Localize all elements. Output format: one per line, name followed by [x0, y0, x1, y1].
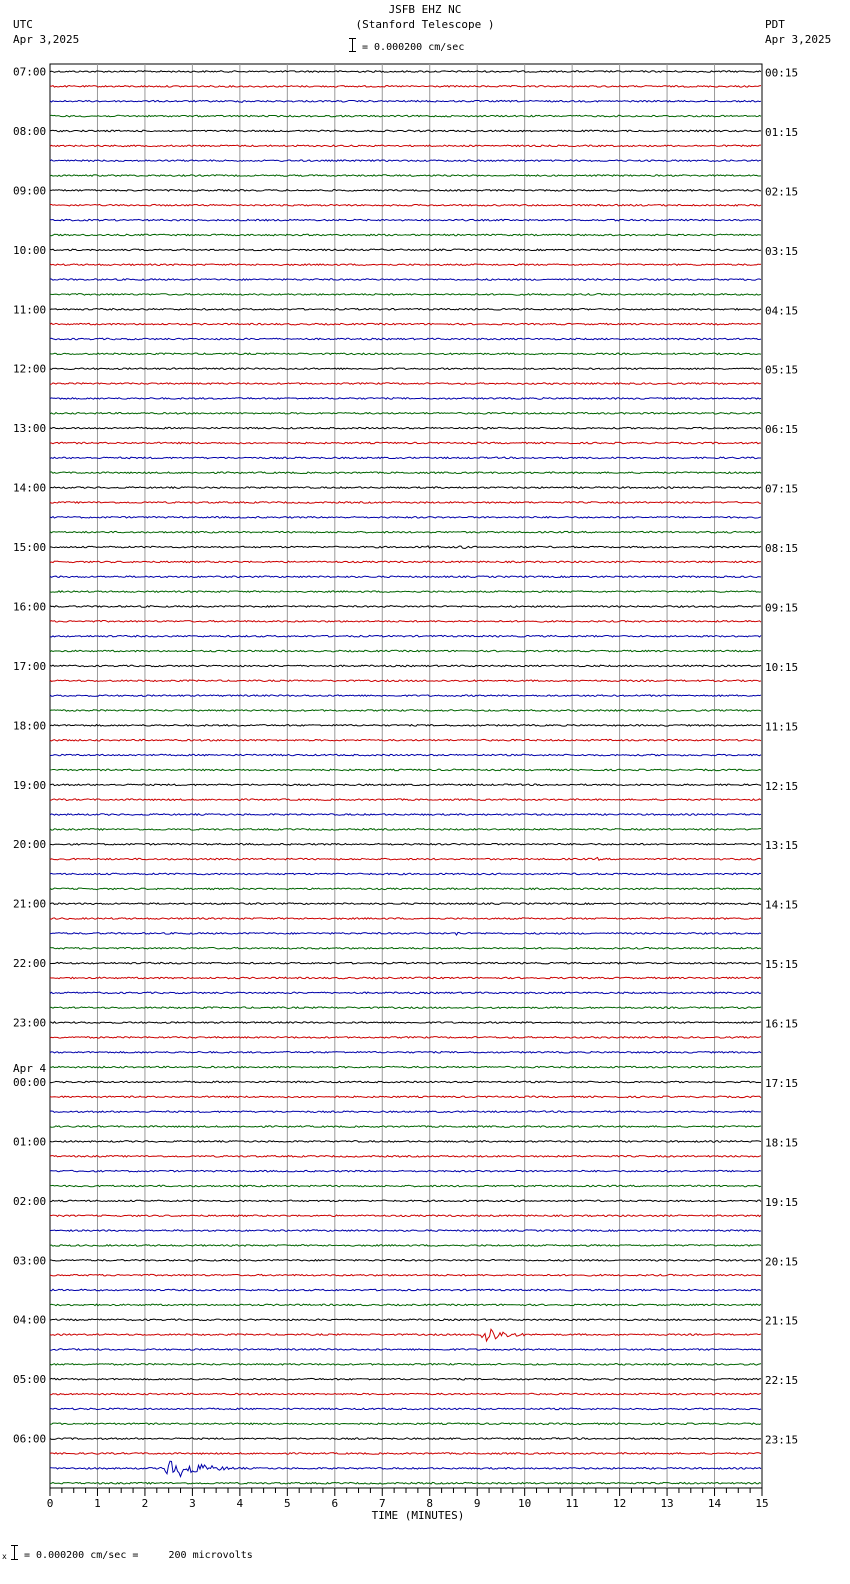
- pdt-hour-label: 14:15: [765, 898, 799, 912]
- utc-hour-label: 10:00: [13, 243, 47, 257]
- left-date: Apr 3,2025: [13, 33, 80, 46]
- pdt-hour-label: 10:15: [765, 660, 799, 674]
- pdt-hour-label: 02:15: [765, 185, 799, 199]
- utc-hour-label: 20:00: [13, 838, 47, 852]
- x-tick-label: 12: [612, 1497, 627, 1510]
- utc-hour-label: 05:00: [13, 1373, 47, 1387]
- pdt-hour-label: 16:15: [765, 1017, 799, 1031]
- utc-hour-label: 16:00: [13, 600, 47, 614]
- utc-hour-label: 09:00: [13, 184, 47, 198]
- pdt-hour-label: 15:15: [765, 958, 799, 972]
- x-tick-label: 6: [331, 1497, 339, 1510]
- x-tick-label: 7: [378, 1497, 386, 1510]
- utc-hour-label: 08:00: [13, 124, 47, 138]
- pdt-hour-label: 17:15: [765, 1076, 799, 1090]
- utc-hour-label: 22:00: [13, 957, 47, 971]
- pdt-hour-label: 20:15: [765, 1255, 799, 1269]
- x-tick-label: 10: [518, 1497, 532, 1510]
- utc-hour-label: 12:00: [13, 362, 47, 376]
- utc-hour-label: 11:00: [13, 303, 47, 317]
- header-scale-text: = 0.000200 cm/sec: [362, 42, 465, 53]
- utc-hour-label: 15:00: [13, 541, 47, 555]
- utc-hour-label: 14:00: [13, 481, 47, 495]
- x-tick-label: 9: [473, 1497, 481, 1510]
- pdt-hour-label: 05:15: [765, 363, 799, 377]
- footer-scale-text: = 0.000200 cm/sec = 200 microvolts: [24, 1550, 253, 1561]
- pdt-hour-label: 11:15: [765, 720, 799, 734]
- pdt-hour-label: 01:15: [765, 125, 799, 139]
- utc-hour-label: 01:00: [13, 1135, 47, 1149]
- utc-hour-label: 23:00: [13, 1016, 47, 1030]
- x-tick-label: 2: [141, 1497, 149, 1510]
- footer-prefix: x: [2, 1552, 7, 1561]
- site-subtitle: (Stanford Telescope ): [355, 18, 495, 31]
- pdt-hour-label: 12:15: [765, 779, 799, 793]
- utc-hour-label: 04:00: [13, 1313, 47, 1327]
- x-tick-label: 1: [94, 1497, 101, 1510]
- x-tick-label: 5: [284, 1497, 291, 1510]
- x-tick-label: 3: [189, 1497, 196, 1510]
- x-axis-label: TIME (MINUTES): [371, 1509, 465, 1522]
- pdt-hour-label: 08:15: [765, 542, 799, 556]
- pdt-hour-label: 04:15: [765, 304, 799, 318]
- x-tick-label: 0: [46, 1497, 54, 1510]
- pdt-hour-label: 18:15: [765, 1136, 799, 1150]
- utc-hour-label: 07:00: [13, 65, 47, 79]
- pdt-hour-label: 23:15: [765, 1433, 799, 1447]
- left-timezone: UTC: [13, 18, 33, 31]
- plot-frame: [50, 64, 762, 1488]
- utc-hour-label: 13:00: [13, 422, 47, 436]
- date-change-label: Apr 4: [13, 1061, 47, 1075]
- pdt-hour-label: 03:15: [765, 244, 799, 258]
- utc-hour-label: 02:00: [13, 1194, 47, 1208]
- x-tick-label: 8: [426, 1497, 434, 1510]
- x-tick-label: 13: [660, 1497, 674, 1510]
- utc-hour-label: 18:00: [13, 719, 47, 733]
- pdt-hour-label: 09:15: [765, 601, 799, 615]
- utc-hour-label: 21:00: [13, 897, 47, 911]
- pdt-hour-label: 00:15: [765, 66, 799, 80]
- utc-hour-label: 06:00: [13, 1432, 47, 1446]
- utc-hour-label: 03:00: [13, 1254, 47, 1268]
- right-timezone: PDT: [765, 18, 785, 31]
- x-tick-label: 15: [755, 1497, 769, 1510]
- footer-scale-bar-icon: [14, 1545, 15, 1560]
- pdt-hour-label: 22:15: [765, 1374, 799, 1388]
- utc-hour-label: 17:00: [13, 659, 47, 673]
- station-title: JSFB EHZ NC: [388, 3, 462, 16]
- right-date: Apr 3,2025: [765, 33, 832, 46]
- pdt-hour-label: 13:15: [765, 839, 799, 853]
- pdt-hour-label: 19:15: [765, 1195, 799, 1209]
- x-tick-label: 14: [707, 1497, 722, 1510]
- x-tick-label: 4: [236, 1497, 244, 1510]
- utc-hour-label: 19:00: [13, 778, 47, 792]
- utc-hour-label: 00:00: [13, 1075, 47, 1089]
- x-tick-label: 11: [565, 1497, 579, 1510]
- pdt-hour-label: 06:15: [765, 423, 799, 437]
- pdt-hour-label: 21:15: [765, 1314, 799, 1328]
- pdt-hour-label: 07:15: [765, 482, 799, 496]
